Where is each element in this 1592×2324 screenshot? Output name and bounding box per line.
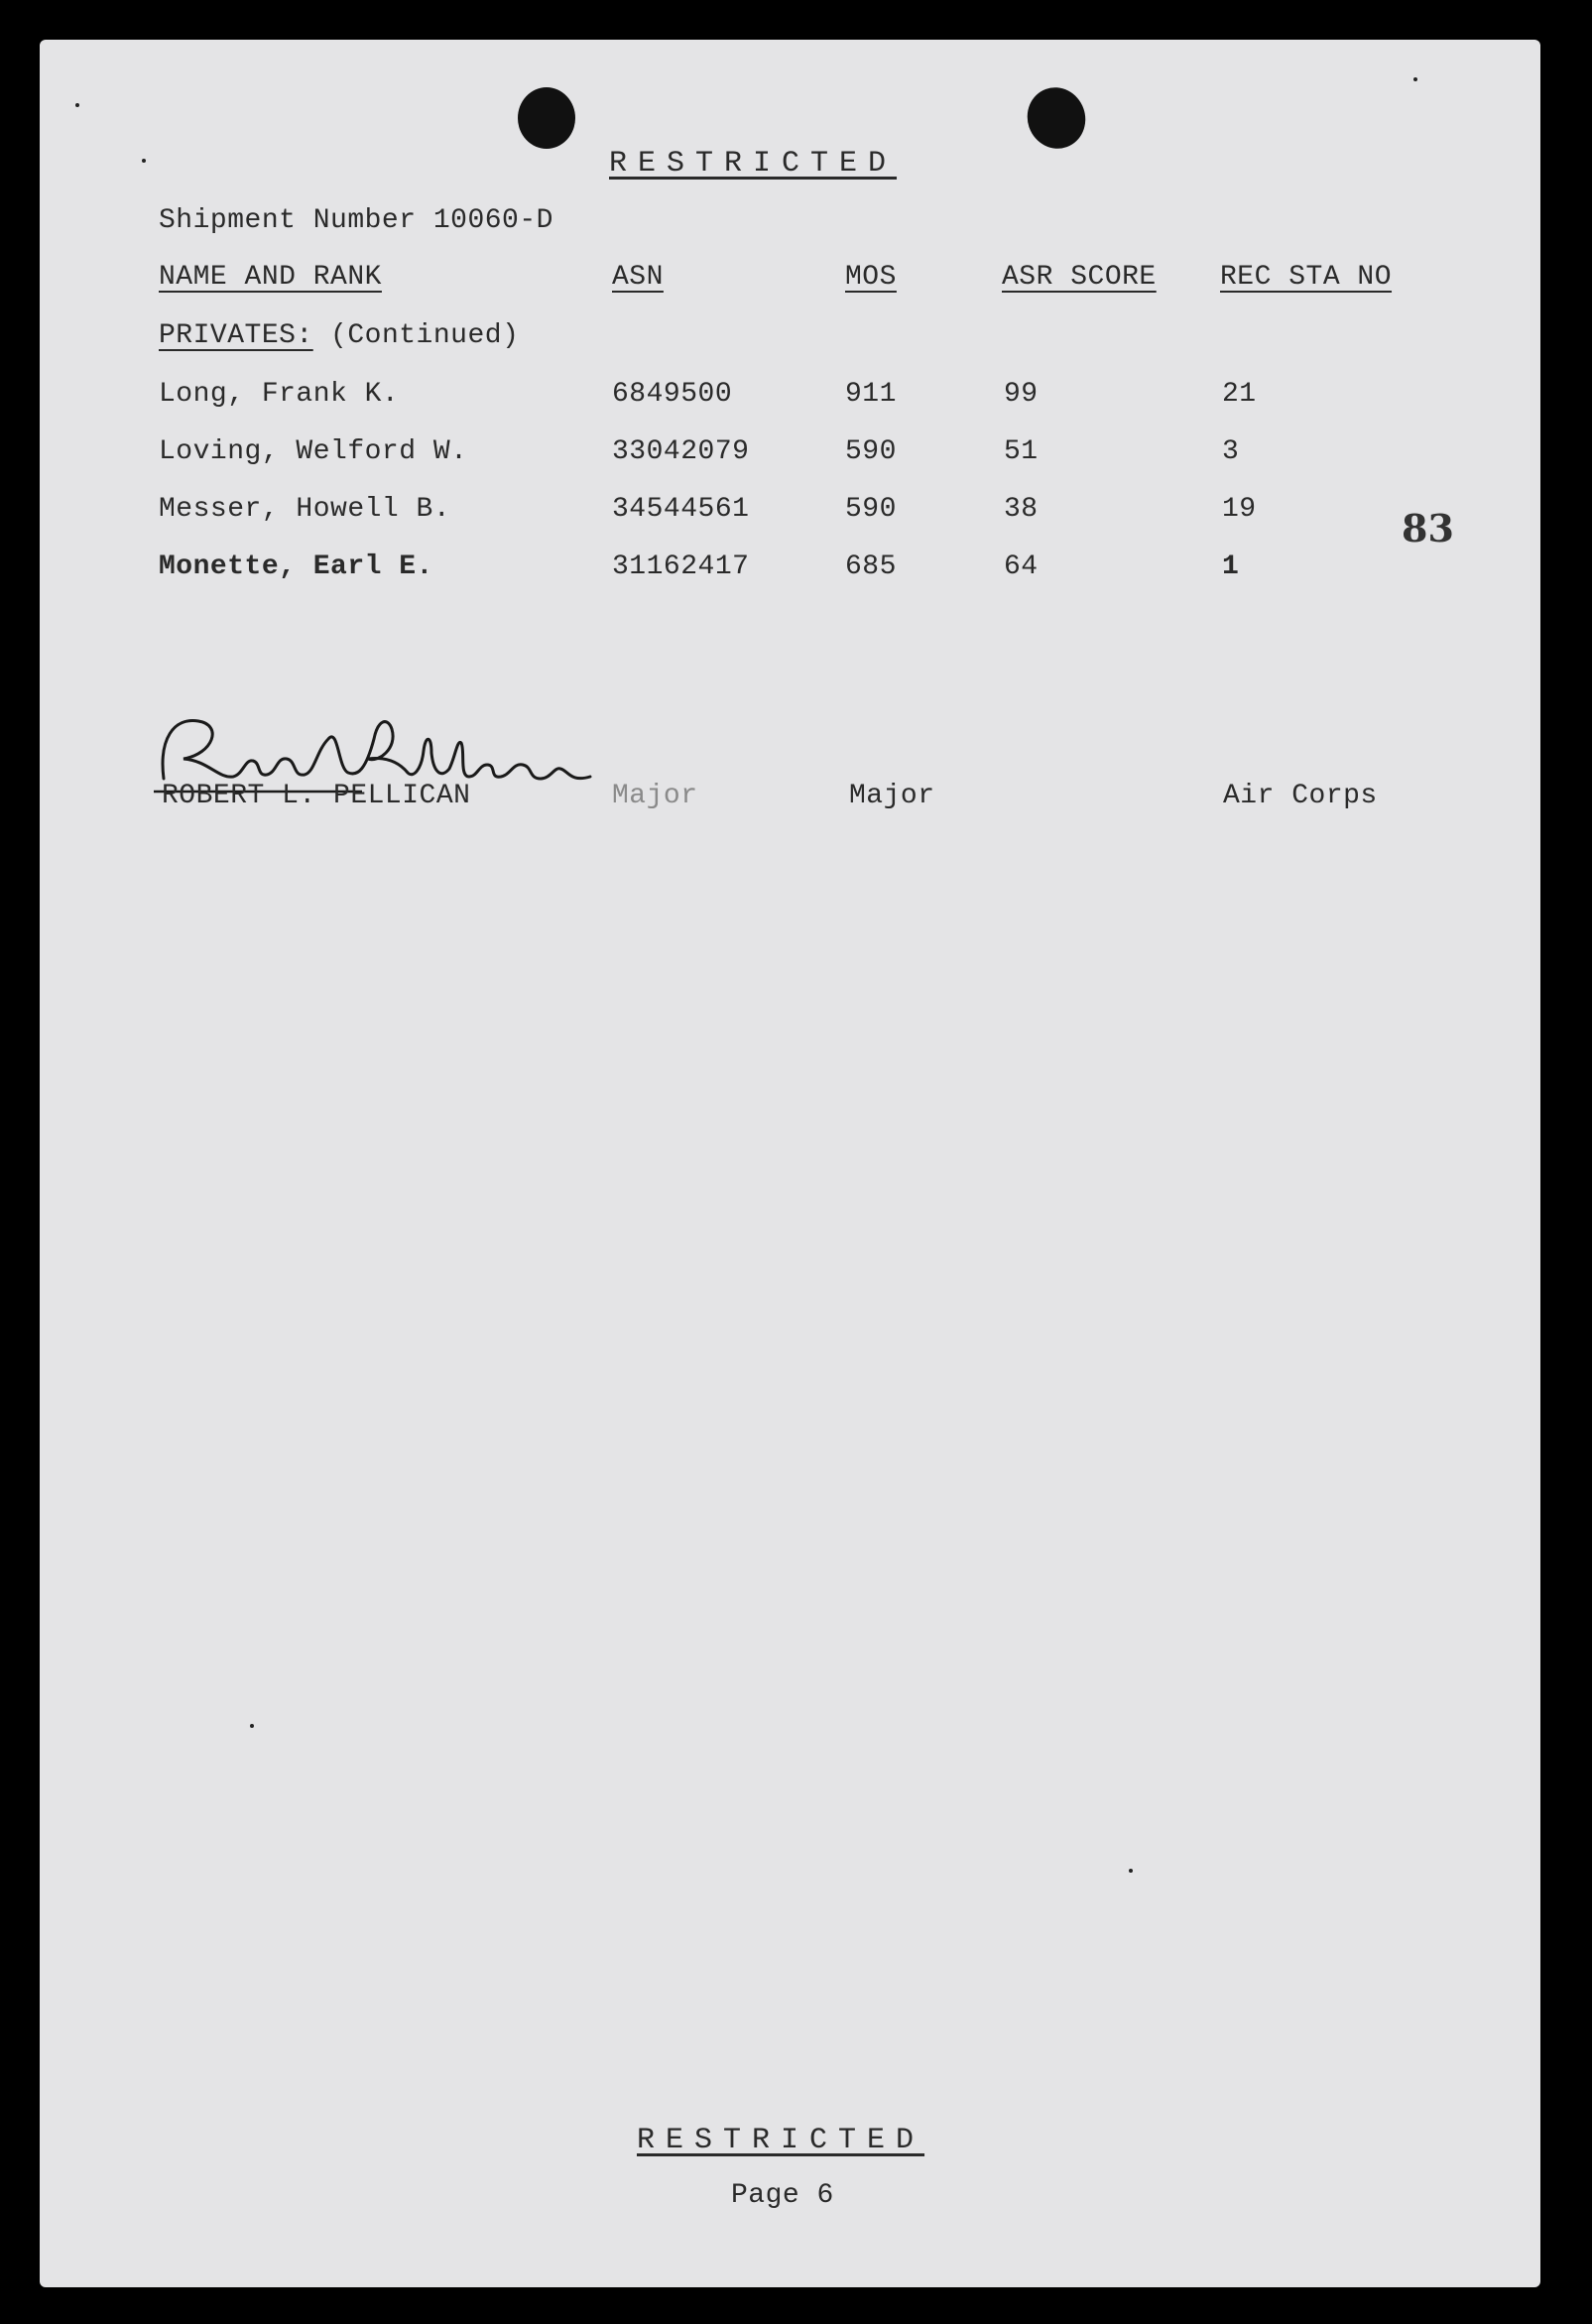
row-rec: 19 [1222, 494, 1257, 525]
stamp-number: 83 [1402, 506, 1454, 550]
row-rec: 21 [1222, 379, 1257, 410]
page-number: Page 6 [731, 2180, 834, 2211]
row-mos: 685 [845, 551, 897, 582]
speck [250, 1724, 254, 1728]
column-header-asn: ASN [612, 262, 664, 293]
row-mos: 590 [845, 436, 897, 467]
row-name: Loving, Welford W. [159, 436, 468, 467]
row-name: Long, Frank K. [159, 379, 400, 410]
column-header-rec-sta-no: REC STA NO [1220, 262, 1393, 293]
restricted-footer: RESTRICTED [637, 2124, 925, 2157]
signature-rank: Major [849, 781, 935, 811]
speck [1129, 1869, 1133, 1873]
speck [75, 103, 79, 107]
column-header-mos: MOS [845, 262, 897, 293]
row-rec: 3 [1222, 436, 1240, 467]
restricted-header: RESTRICTED [609, 147, 898, 181]
document-page [40, 40, 1540, 2287]
row-name: Monette, Earl E. [159, 551, 433, 582]
row-asn: 6849500 [612, 379, 733, 410]
row-asn: 31162417 [612, 551, 750, 582]
typed-signature-name: ROBERT L. PELLICAN [162, 781, 471, 811]
row-asr: 99 [1004, 379, 1039, 410]
punch-hole-left [518, 87, 575, 149]
row-name: Messer, Howell B. [159, 494, 451, 525]
shipment-number: Shipment Number 10060-D [159, 205, 553, 236]
row-asn: 34544561 [612, 494, 750, 525]
speck [142, 159, 146, 163]
row-asr: 38 [1004, 494, 1039, 525]
section-label [159, 320, 519, 351]
column-header-name: NAME AND RANK [159, 262, 382, 293]
row-mos: 590 [845, 494, 897, 525]
row-asn: 33042079 [612, 436, 750, 467]
column-header-asr-score: ASR SCORE [1002, 262, 1157, 293]
row-asr: 51 [1004, 436, 1039, 467]
row-mos: 911 [845, 379, 897, 410]
section-label-note: (Continued) [330, 320, 520, 351]
signature-branch: Air Corps [1223, 781, 1378, 811]
speck [1413, 77, 1417, 81]
row-rec: 1 [1222, 551, 1240, 582]
section-label-privates: PRIVATES: [159, 320, 313, 351]
signature-rank-faint: Major [612, 781, 698, 811]
row-asr: 64 [1004, 551, 1039, 582]
